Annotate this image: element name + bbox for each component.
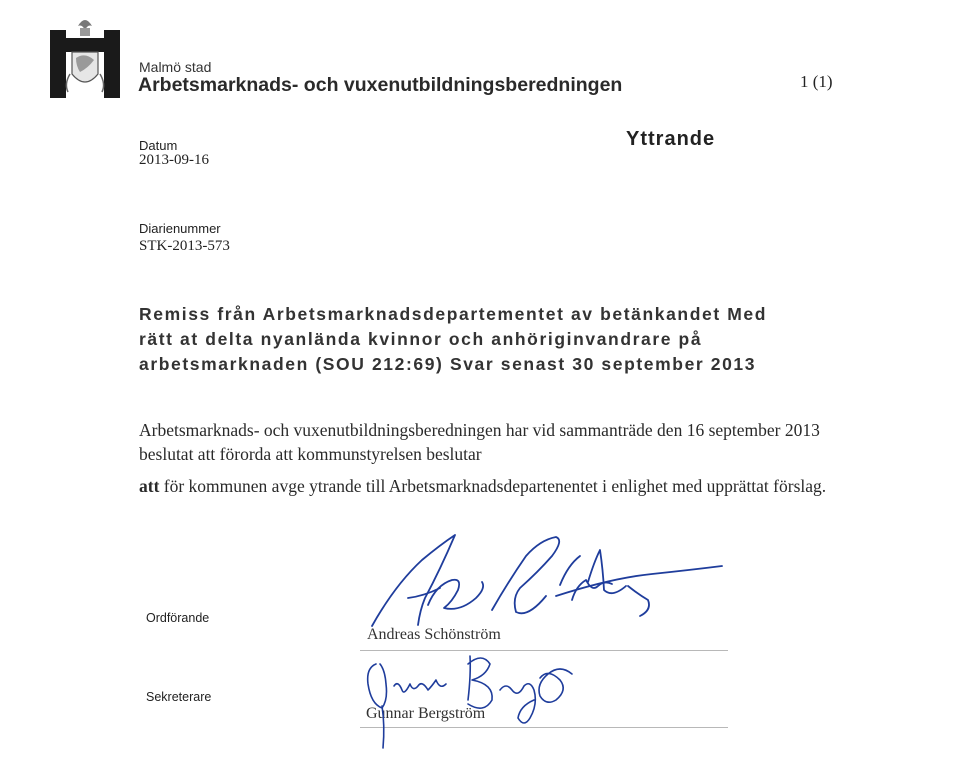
proposal-text: för kommunen avge ytrande till Arbetsmarknadsdepartenentet i enlighet med upprättat förslag.: [159, 476, 827, 496]
subject-line: rätt at delta nyanlända kvinnor och anhöriginvandrare på: [139, 329, 703, 349]
diary-number-value: STK-2013-573: [139, 238, 230, 254]
date-value: 2013-09-16: [139, 152, 209, 168]
chair-name: Andreas Schönström: [367, 626, 501, 643]
chair-role-label: Ordförande: [146, 611, 210, 625]
date-label: Datum: [139, 138, 178, 153]
body-paragraph-decision: Arbetsmarknads- och vuxenutbildningsberedningen har vid sammanträde den 16 september 2013 beslutat att förorda att kommunstyrelsen beslutar: [139, 420, 820, 464]
diary-number-label: Diarienummer: [139, 221, 221, 236]
page-number: 1 (1): [800, 72, 833, 91]
document-type: Yttrande: [626, 128, 716, 150]
subject-line: Remiss från Arbetsmarknadsdepartementet av betänkandet Med: [139, 304, 768, 324]
organization-department: Arbetsmarknads- och vuxenutbildningsberedningen: [138, 74, 623, 96]
organization-city: Malmö stad: [139, 59, 212, 75]
secretary-signature: [368, 656, 572, 748]
att-keyword: att: [139, 476, 160, 496]
subject-line: arbetsmarknaden (SOU 212:69) Svar senast 30 september 2013: [139, 354, 757, 374]
secretary-role-label: Sekreterare: [146, 690, 212, 704]
chair-signature: [372, 535, 722, 626]
secretary-name: Gunnar Bergström: [366, 705, 486, 722]
